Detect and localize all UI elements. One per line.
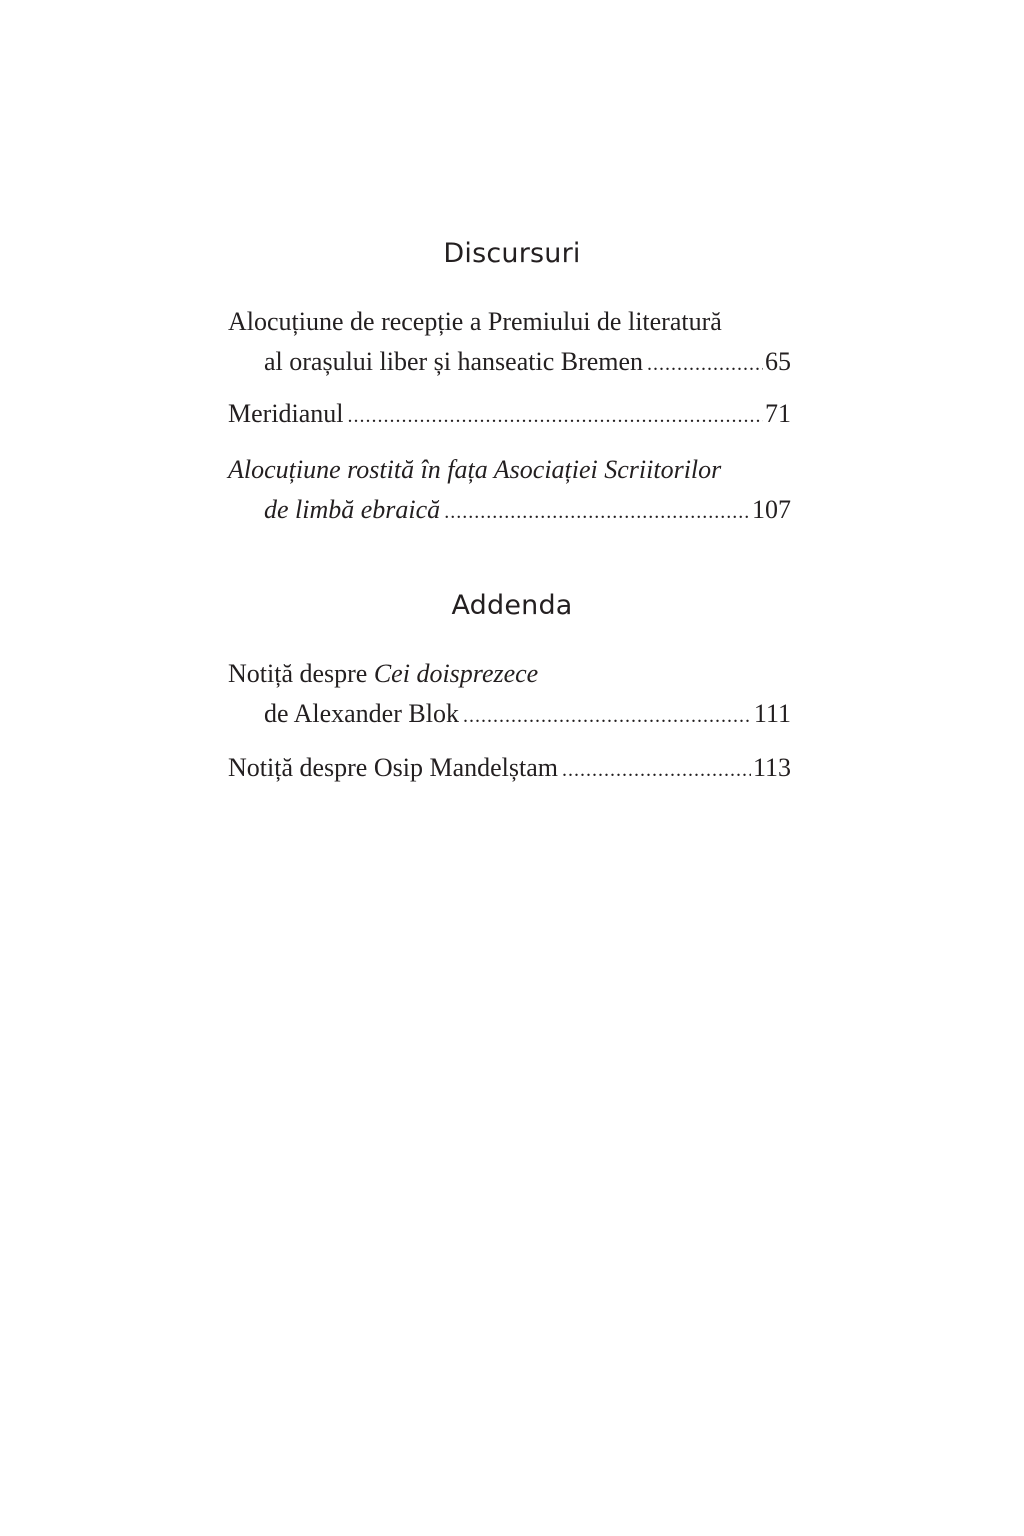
- toc-entry-text: Meridianul: [228, 399, 344, 428]
- toc-entry-bremen-line1: [228, 304, 791, 340]
- toc-entry-text: Alocuțiune de recepție a Premiului de literatură: [228, 307, 722, 336]
- toc-entry-ebraica-line2: [264, 492, 791, 528]
- toc-entry-text: de limbă ebraică: [264, 495, 441, 524]
- leader-dots: [463, 698, 752, 734]
- page-number: 71: [765, 399, 791, 428]
- toc-entry-text: de Alexander Blok: [264, 699, 459, 728]
- leader-dots: [562, 752, 751, 788]
- toc-entry-text: al orașului liber și hanseatic Bremen: [264, 347, 644, 376]
- toc-entry-mandelstam: [228, 750, 791, 786]
- leader-dots: [348, 398, 763, 434]
- toc-entry-italic-title: Cei doisprezece: [373, 659, 539, 688]
- toc-entry-text: Notiță despre Osip Mandelștam: [228, 753, 558, 782]
- page-number: 107: [752, 495, 791, 524]
- page-number: 113: [752, 753, 791, 782]
- toc-entry-bremen-line2: [264, 344, 791, 380]
- leader-dots: [444, 494, 750, 530]
- toc-entry-blok-line2: [264, 696, 791, 732]
- section-title-discursuri: Discursuri: [443, 238, 581, 269]
- leader-dots: [647, 346, 763, 382]
- section-title-addenda: Addenda: [451, 590, 573, 621]
- toc-entry-meridianul: [228, 396, 791, 432]
- toc-entry-blok-line1: [228, 656, 791, 692]
- toc-entry-text: [228, 656, 538, 692]
- toc-entry-ebraica-line1: [228, 452, 791, 488]
- toc-entry-prefix: Notiță despre: [228, 659, 374, 688]
- page-number: 65: [765, 347, 791, 376]
- page-number: 111: [753, 699, 791, 728]
- toc-entry-text: Alocuțiune rostită în fața Asociației Scriitorilor: [228, 455, 722, 484]
